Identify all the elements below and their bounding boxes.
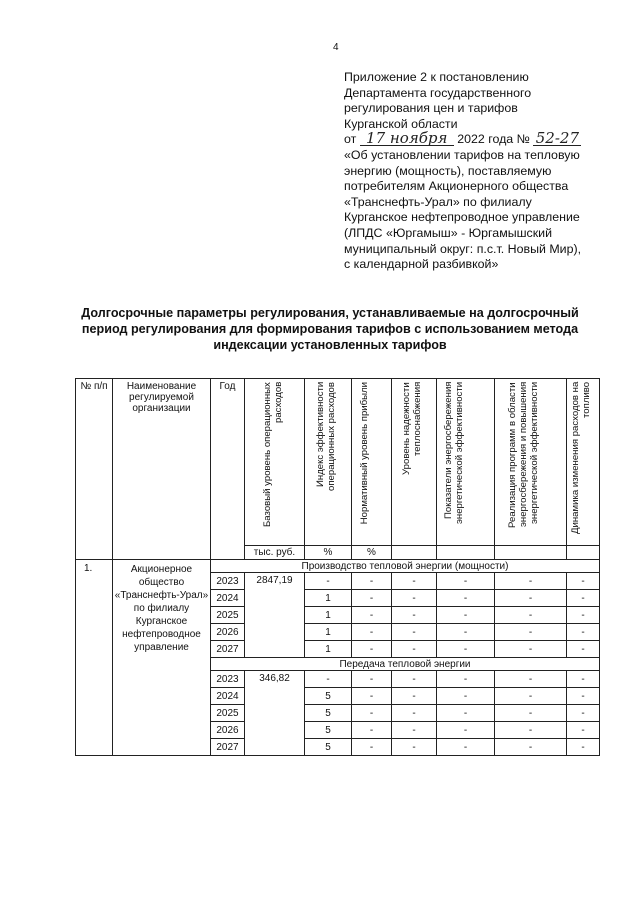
header-energy-eff	[437, 379, 495, 546]
eff-cell: 5	[305, 688, 352, 705]
subject-line: (ЛПДС «Юргамыш» - Юргамышский	[344, 225, 553, 240]
profit-cell: -	[352, 607, 392, 624]
unit-base: тыс. руб.	[245, 546, 305, 560]
base-value-cell: 346,82	[245, 671, 305, 756]
row-number: 1.	[76, 560, 113, 756]
fuel-cell: -	[567, 671, 600, 688]
year-cell: 2024	[211, 590, 245, 607]
page-number: 4	[333, 42, 339, 53]
unit-empty	[392, 546, 437, 560]
fuel-cell: -	[567, 722, 600, 739]
year-cell: 2027	[211, 739, 245, 756]
appendix-line: Департамента государственного	[344, 85, 532, 100]
unit-profit: %	[352, 546, 392, 560]
appendix-date-line	[344, 129, 634, 148]
year-cell: 2024	[211, 688, 245, 705]
fuel-cell: -	[567, 590, 600, 607]
eff-cell: -	[305, 671, 352, 688]
programs-cell: -	[495, 688, 567, 705]
unit-empty	[495, 546, 567, 560]
profit-cell: -	[352, 573, 392, 590]
year-cell: 2023	[211, 573, 245, 590]
header-energy-eff-text: Показатели энергосбережения энергетической эффективности	[442, 382, 465, 525]
profit-cell: -	[352, 705, 392, 722]
reliability-cell: -	[392, 573, 437, 590]
energy-eff-cell: -	[437, 722, 495, 739]
title-line: Долгосрочные параметры регулирования, устанавливаемые на долгосрочный	[81, 306, 579, 320]
section-row	[76, 560, 600, 573]
appendix-line: Курганской области	[344, 116, 458, 131]
header-year: Год	[211, 379, 245, 560]
year-cell: 2026	[211, 722, 245, 739]
reliability-cell: -	[392, 722, 437, 739]
energy-eff-cell: -	[437, 671, 495, 688]
eff-cell: 1	[305, 590, 352, 607]
handwritten-number: 52-27	[533, 132, 581, 146]
header-fuel-text: Динамика изменения расходов на топливо	[570, 382, 592, 535]
profit-cell: -	[352, 688, 392, 705]
reliability-cell: -	[392, 590, 437, 607]
subject-line: «Об установлении тарифов на тепловую	[344, 147, 580, 162]
programs-cell: -	[495, 573, 567, 590]
base-value-cell: 2847,19	[245, 573, 305, 658]
header-fuel	[567, 379, 600, 546]
reliability-cell: -	[392, 671, 437, 688]
fuel-cell: -	[567, 624, 600, 641]
programs-cell: -	[495, 641, 567, 658]
profit-cell: -	[352, 590, 392, 607]
eff-cell: 1	[305, 607, 352, 624]
document-title	[60, 305, 600, 353]
programs-cell: -	[495, 607, 567, 624]
appendix-line: Приложение 2 к постановлению	[344, 70, 529, 84]
year-cell: 2023	[211, 671, 245, 688]
header-eff-index-text: Индекс эффективности операционных расходов	[315, 382, 337, 491]
header-reliability-text: Уровень надежности теплоснабжения	[401, 382, 423, 475]
unit-empty	[437, 546, 495, 560]
header-eff-index	[305, 379, 352, 546]
programs-cell: -	[495, 590, 567, 607]
fuel-cell: -	[567, 641, 600, 658]
energy-eff-cell: -	[437, 607, 495, 624]
eff-cell: 1	[305, 624, 352, 641]
subject-line: энергию (мощность), поставляемую	[344, 163, 552, 178]
fuel-cell: -	[567, 739, 600, 756]
parameters-table	[75, 378, 600, 756]
energy-eff-cell: -	[437, 739, 495, 756]
section-title: Передача тепловой энергии	[211, 658, 600, 671]
year-cell: 2026	[211, 624, 245, 641]
organization-name: Акционерное общество «Транснефть-Урал» по филиалу Курганское нефтепроводное управление	[113, 560, 211, 756]
header-row	[76, 379, 600, 546]
reliability-cell: -	[392, 688, 437, 705]
programs-cell: -	[495, 705, 567, 722]
unit-empty	[567, 546, 600, 560]
title-line: период регулирования для формирования тарифов с использованием метода	[81, 322, 579, 336]
appendix-header	[344, 70, 634, 273]
eff-cell: -	[305, 573, 352, 590]
profit-cell: -	[352, 671, 392, 688]
energy-eff-cell: -	[437, 705, 495, 722]
reliability-cell: -	[392, 641, 437, 658]
fuel-cell: -	[567, 705, 600, 722]
subject-line: с календарной разбивкой»	[344, 257, 499, 272]
energy-eff-cell: -	[437, 624, 495, 641]
profit-cell: -	[352, 624, 392, 641]
year-cell: 2025	[211, 607, 245, 624]
profit-cell: -	[352, 739, 392, 756]
programs-cell: -	[495, 739, 567, 756]
profit-cell: -	[352, 722, 392, 739]
header-org: Наименование регулируемой организации	[113, 379, 211, 560]
subject-line: потребителям Акционерного общества	[344, 179, 569, 194]
energy-eff-cell: -	[437, 590, 495, 607]
programs-cell: -	[495, 671, 567, 688]
header-reliability	[392, 379, 437, 546]
reliability-cell: -	[392, 739, 437, 756]
year-cell: 2027	[211, 641, 245, 658]
programs-cell: -	[495, 624, 567, 641]
eff-cell: 5	[305, 705, 352, 722]
unit-eff-index: %	[305, 546, 352, 560]
energy-eff-cell: -	[437, 641, 495, 658]
fuel-cell: -	[567, 573, 600, 590]
header-base-text: Базовый уровень операционных расходов	[261, 382, 284, 527]
energy-eff-cell: -	[437, 688, 495, 705]
subject-line: муниципальный округ: п.с.т. Новый Мир),	[344, 241, 582, 256]
reliability-cell: -	[392, 607, 437, 624]
year-cell: 2025	[211, 705, 245, 722]
date-prefix: от	[344, 132, 357, 147]
header-profit	[352, 379, 392, 546]
fuel-cell: -	[567, 688, 600, 705]
reliability-cell: -	[392, 705, 437, 722]
energy-eff-cell: -	[437, 573, 495, 590]
eff-cell: 1	[305, 641, 352, 658]
header-programs-text: Реализация программ в области энергосбережения и повышения энергетической эффективности	[506, 382, 540, 528]
appendix-line: регулирования цен и тарифов	[344, 101, 518, 116]
eff-cell: 5	[305, 739, 352, 756]
header-profit-text: Нормативный уровень прибыли	[358, 382, 370, 525]
header-programs	[495, 379, 567, 546]
eff-cell: 5	[305, 722, 352, 739]
title-line: индексации установленных тарифов	[213, 338, 447, 352]
header-num: № п/п	[76, 379, 113, 560]
subject-line: Курганское нефтепроводное управление	[344, 210, 580, 225]
header-base	[245, 379, 305, 546]
fuel-cell: -	[567, 607, 600, 624]
year-text: 2022 года №	[457, 132, 530, 147]
reliability-cell: -	[392, 624, 437, 641]
subject-line: «Транснефть-Урал» по филиалу	[344, 194, 532, 209]
profit-cell: -	[352, 641, 392, 658]
handwritten-date: 17 ноября	[360, 132, 454, 146]
programs-cell: -	[495, 722, 567, 739]
section-title: Производство тепловой энергии (мощности)	[211, 560, 600, 573]
